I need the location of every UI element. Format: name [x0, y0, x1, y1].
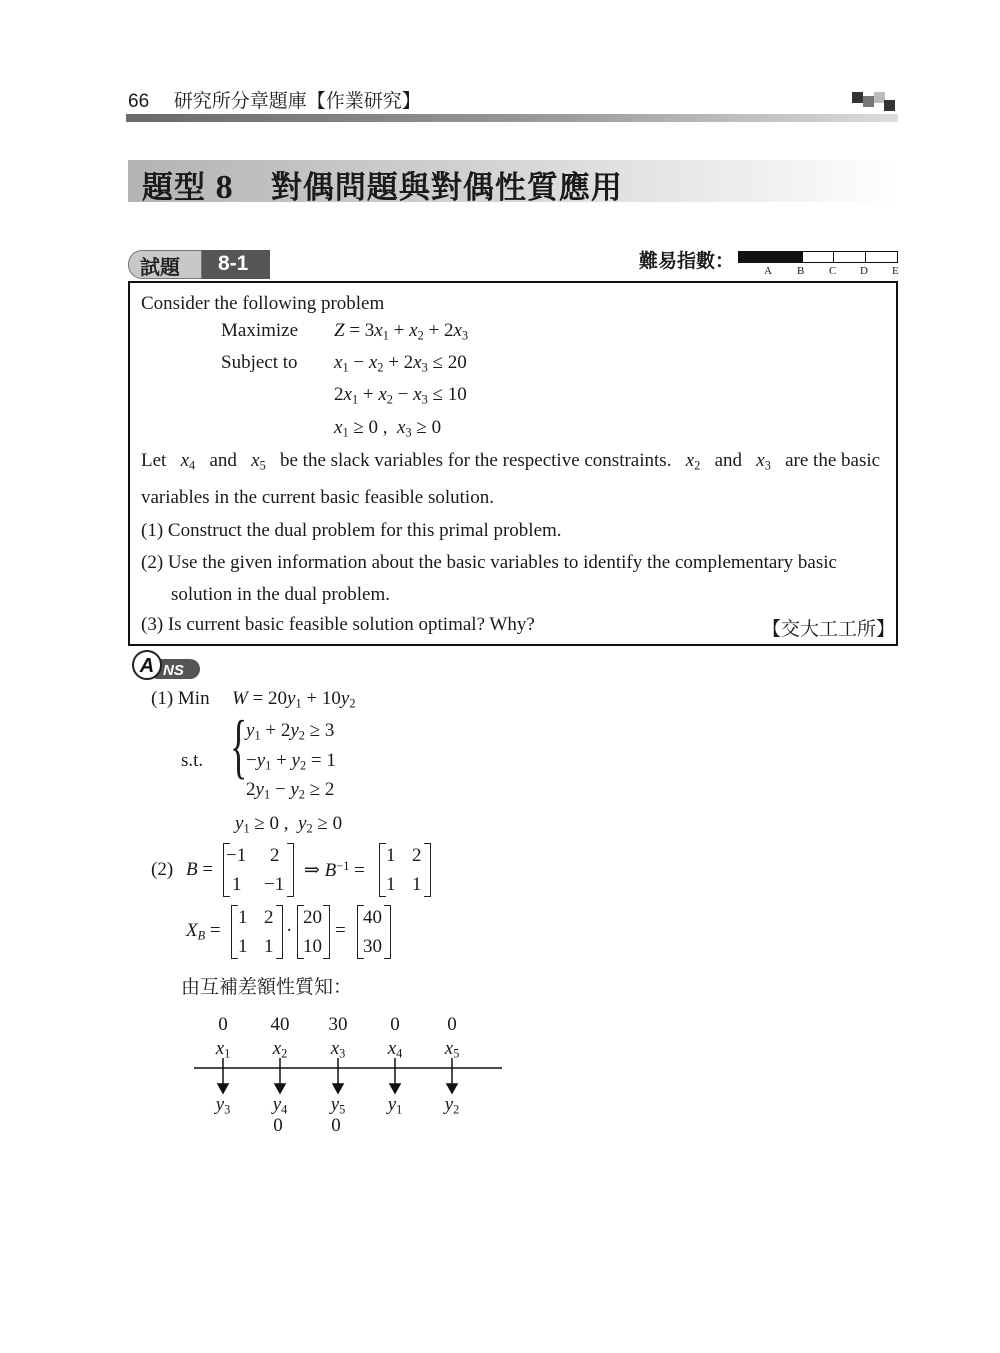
maximize-label: Maximize: [221, 320, 299, 341]
dual-constraint-2: $-y_1 + y_2 = 1$: [246, 750, 336, 773]
dual-constraint-3: $2y_1 - y_2 \ge 2$: [246, 779, 335, 802]
XB-result-cell: 40: [363, 907, 382, 928]
dual-variable: $y_4$: [272, 1094, 288, 1117]
primal-variable: $x_2$: [272, 1038, 288, 1061]
answer-part-2-label: (2): [151, 859, 174, 880]
XB-symbol: $X_B$ =: [186, 920, 221, 943]
primal-value: 30: [328, 1014, 348, 1035]
problem-tag: [128, 250, 270, 279]
matrix-bracket: [231, 905, 238, 959]
svg-text:A: A: [139, 655, 155, 677]
question-part-1: (1) Construct the dual problem for this primal problem.: [141, 520, 562, 541]
matrix-B-symbol: B =: [186, 859, 214, 880]
question-line-2: variables in the current basic feasible solution.: [141, 487, 494, 508]
dual-variable: $y_5$: [330, 1094, 346, 1117]
st-label: s.t.: [181, 750, 204, 771]
matrix-bracket: [276, 905, 283, 959]
question-intro: Consider the following problem: [141, 293, 385, 314]
header-rule: [126, 114, 898, 122]
answer-logo-icon: [130, 650, 202, 682]
page-number: 66: [128, 91, 150, 112]
matrix-B-cell: −1: [226, 845, 247, 866]
question-part-3: (3) Is current basic feasible solution optimal? Why?: [141, 614, 535, 635]
primal-variable: $x_1$: [215, 1038, 231, 1061]
dual-nonnegativity: $y_1 \ge 0$ , $y_2 \ge 0$: [235, 813, 343, 836]
primal-value: 0: [390, 1014, 400, 1035]
matrix-bracket: [287, 843, 294, 897]
dual-objective: $W = 20y_1 + 10y_2$: [232, 688, 356, 711]
question-part-2: (2) Use the given information about the basic variables to identify the complementary basic: [141, 552, 837, 573]
dual-constraint-1: $y_1 + 2y_2 \ge 3$: [246, 720, 335, 743]
primal-value: 0: [447, 1014, 457, 1035]
dual-variable: $y_2$: [444, 1094, 460, 1117]
matrix-Binv-cell: 1: [386, 845, 396, 866]
question-part-2-cont: solution in the dual problem.: [171, 584, 391, 605]
matrix-Binv-cell: 1: [386, 874, 396, 895]
rhs-vector-cell: 20: [303, 907, 322, 928]
primal-variable: $x_4$: [387, 1038, 403, 1061]
book-title: 研究所分章題庫【作業研究】: [173, 91, 421, 112]
subject-to-label: Subject to: [221, 352, 298, 373]
primal-value: 40: [270, 1014, 290, 1035]
dual-variable: $y_3$: [215, 1094, 231, 1117]
matrix-bracket: [424, 843, 431, 897]
matrix-B-cell: 2: [270, 845, 280, 866]
problem-tag-label: 試題: [140, 257, 180, 279]
constraint-2: $2x_1 + x_2 - x_3 \le 10$: [334, 384, 467, 407]
objective-function: $Z = 3x_1 + x_2 + 2x_3$: [334, 320, 469, 343]
dual-value: 0: [273, 1115, 283, 1136]
complementary-diagram: [180, 1010, 510, 1140]
primal-variable: $x_5$: [444, 1038, 460, 1061]
XB-Binv-cell: 1: [238, 936, 248, 957]
header-decoration: [863, 96, 874, 107]
XB-Binv-cell: 1: [264, 936, 274, 957]
answer-part-1-label: (1) Min: [151, 688, 210, 709]
constraint-1: $x_1 - x_2 + 2x_3 \le 20$: [334, 352, 467, 375]
section-title: 題型 8 對偶問題與對偶性質應用: [142, 169, 623, 206]
header-decoration: [852, 92, 863, 103]
matrix-Binv-cell: 1: [412, 874, 422, 895]
problem-tag-number: 8-1: [218, 252, 249, 275]
constraint-brace: {: [230, 706, 248, 786]
difficulty-bar: [738, 251, 898, 263]
dual-value: 0: [331, 1115, 341, 1136]
dot-operator: ·: [286, 920, 293, 941]
question-let-line: Let $x_4$ and $x_5$ be the slack variables for the respective constraints. $x_2$ and $x_3$ are the basic: [141, 450, 881, 473]
dual-variable: $y_1$: [387, 1094, 403, 1117]
question-source: 【交大工工所】: [762, 619, 896, 640]
matrix-B-cell: −1: [264, 874, 285, 895]
matrix-bracket: [384, 905, 391, 959]
matrix-B-cell: 1: [232, 874, 242, 895]
page-header: [128, 86, 421, 113]
XB-Binv-cell: 1: [238, 907, 248, 928]
rhs-vector-cell: 10: [303, 936, 322, 957]
equals-sign: =: [335, 920, 346, 941]
svg-text:NS: NS: [163, 662, 184, 679]
difficulty-label: 難易指數：: [639, 251, 735, 272]
primal-value: 0: [218, 1014, 228, 1035]
matrix-Binv-cell: 2: [412, 845, 422, 866]
nonnegativity: $x_1 \ge 0$ , $x_3 \ge 0$: [334, 417, 442, 440]
primal-variable: $x_3$: [330, 1038, 346, 1061]
header-decoration: [884, 100, 895, 111]
matrix-B-inverse-symbol: ⇒ $B^{-1}$ =: [304, 858, 365, 881]
complementary-slackness-note: 由互補差額性質知：: [181, 977, 353, 998]
XB-Binv-cell: 2: [264, 907, 274, 928]
XB-result-cell: 30: [363, 936, 382, 957]
matrix-bracket: [379, 843, 386, 897]
matrix-bracket: [323, 905, 330, 959]
